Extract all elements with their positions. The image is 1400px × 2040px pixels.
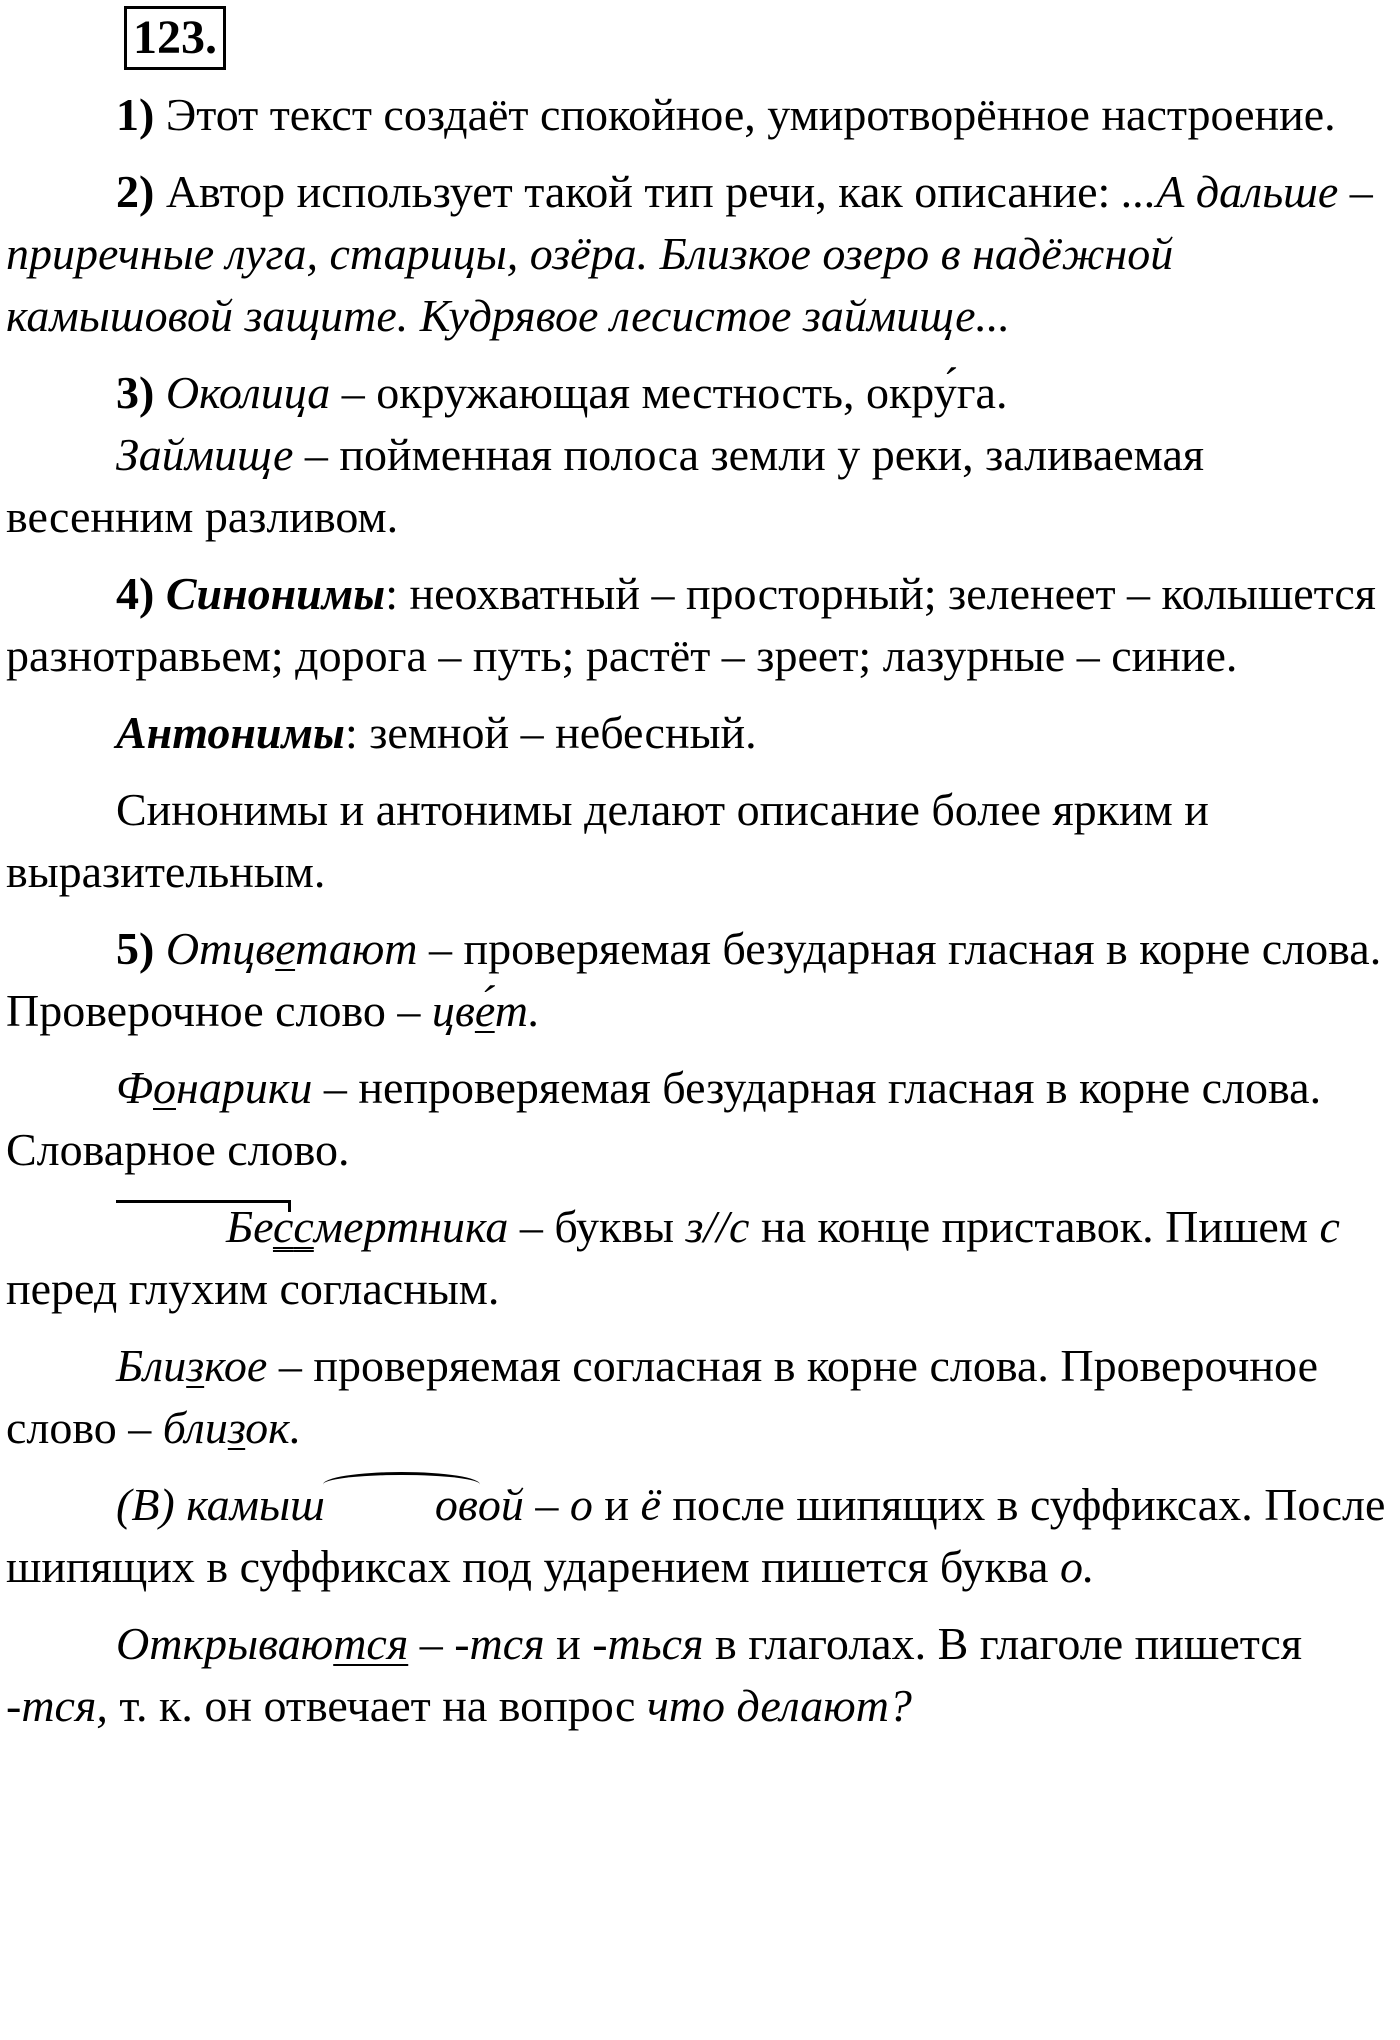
word-fonariki: Фонарики (116, 1062, 313, 1113)
item-2-text: Автор использует такой тип речи, как описание: (165, 166, 1111, 217)
exercise-number: 123. (124, 6, 226, 70)
synonyms-label: Синонимы (165, 568, 386, 619)
suffix-mark: ов (325, 1474, 478, 1536)
item-5-bessmertnika (6, 1196, 1390, 1320)
item-3-number: 3) (116, 367, 155, 418)
conj-and-2: и (556, 1618, 581, 1669)
word-kamyshovoi: (В) камыш овой (116, 1479, 524, 1530)
letter-o-end: о. (1059, 1541, 1095, 1592)
item-1 (6, 84, 1390, 146)
antonyms-label: Антонимы (116, 707, 345, 758)
rule-kamyshovoi: после шипящих в суффиксах. После шипящих в суффиксах под ударением пишется буква (6, 1479, 1386, 1592)
item-4-synonyms (6, 563, 1390, 687)
ending-tsya-2: -тся, (6, 1680, 108, 1731)
item-3-okolitsa (6, 362, 1390, 424)
word-blizkoe: Близкое (116, 1340, 268, 1391)
rule-blizkoe: – проверяемая согласная в корне слова. Проверочное слово – (6, 1340, 1318, 1453)
ending-tsya-soft: -ться (592, 1618, 704, 1669)
item-1-text: Этот текст создаёт спокойное, умиротворённое настроение. (165, 89, 1336, 140)
item-4-number: 4) (116, 568, 155, 619)
rule-bessmertnika-3: перед глухим согласным. (6, 1263, 500, 1314)
rule-fonariki: – непроверяемая безударная гласная в корне слова. Словарное слово. (6, 1062, 1322, 1175)
item-2-quote: ...А дальше – приречные луга, старицы, озёра. Близкое озеро в надёжной камышовой защите. Кудрявое лесистое займище... (6, 166, 1373, 341)
item-5-number: 5) (116, 923, 155, 974)
letter-yo: ё (640, 1479, 661, 1530)
word-otsvetayut: Отцветают (165, 923, 418, 974)
definition-okolitsa: – окружающая местность, окру́га. (341, 367, 1008, 418)
letter-o: – о (535, 1479, 593, 1530)
definition-zaimishche: – пойменная полоса земли у реки, заливаемая весенним разливом. (6, 429, 1205, 542)
item-4-conclusion: Синонимы и антонимы делают описание более ярким и выразительным. (6, 784, 1209, 897)
item-4-antonyms (6, 702, 1390, 764)
antonyms-text: : земной – небесный. (344, 707, 757, 758)
rule-otkryvayutsya-1: в глаголах. В глаголе пишется (714, 1618, 1302, 1669)
synonyms-text: : неохватный – просторный; зеленеет – колышется разнотравьем; дорога – путь; растёт – зреет; лазурные – синие. (6, 568, 1376, 681)
rule-bessmertnika-2: на конце приставок. Пишем (760, 1201, 1308, 1252)
item-5-blizkoe (6, 1335, 1390, 1459)
item-5-otsvetayut (6, 918, 1390, 1042)
question-chto-delayut: что делают? (646, 1680, 912, 1731)
prefix-mark: Бес (116, 1196, 293, 1258)
item-5-otkryvayutsya (6, 1613, 1390, 1737)
check-word-blizok: близок. (162, 1402, 302, 1453)
term-okolitsa: Околица (165, 367, 331, 418)
term-zaimishche: Займище (116, 429, 294, 480)
item-1-number: 1) (116, 89, 155, 140)
dash: – (419, 1618, 443, 1669)
word-otkryvayutsya: Открываются (116, 1618, 409, 1669)
item-5-fonariki (6, 1057, 1390, 1181)
letter-s: с (1319, 1201, 1340, 1252)
rule-bessmertnika-1: – буквы (519, 1201, 675, 1252)
item-2-number: 2) (116, 166, 155, 217)
ending-tsya: -тся (454, 1618, 545, 1669)
item-3-zaimishche (6, 424, 1390, 548)
letters-z-s: з//с (685, 1201, 750, 1252)
word-bessmertnika: Бессмертника (116, 1201, 508, 1252)
check-word-tsvet: цве́т. (431, 985, 540, 1036)
conj-and: и (604, 1479, 629, 1530)
item-5-kamyshovoi (6, 1474, 1390, 1598)
item-2 (6, 161, 1390, 347)
rule-otkryvayutsya-2: т. к. он отвечает на вопрос (119, 1680, 636, 1731)
rule-otsvetayut: – проверяемая безударная гласная в корне слова. Проверочное слово – (6, 923, 1382, 1036)
